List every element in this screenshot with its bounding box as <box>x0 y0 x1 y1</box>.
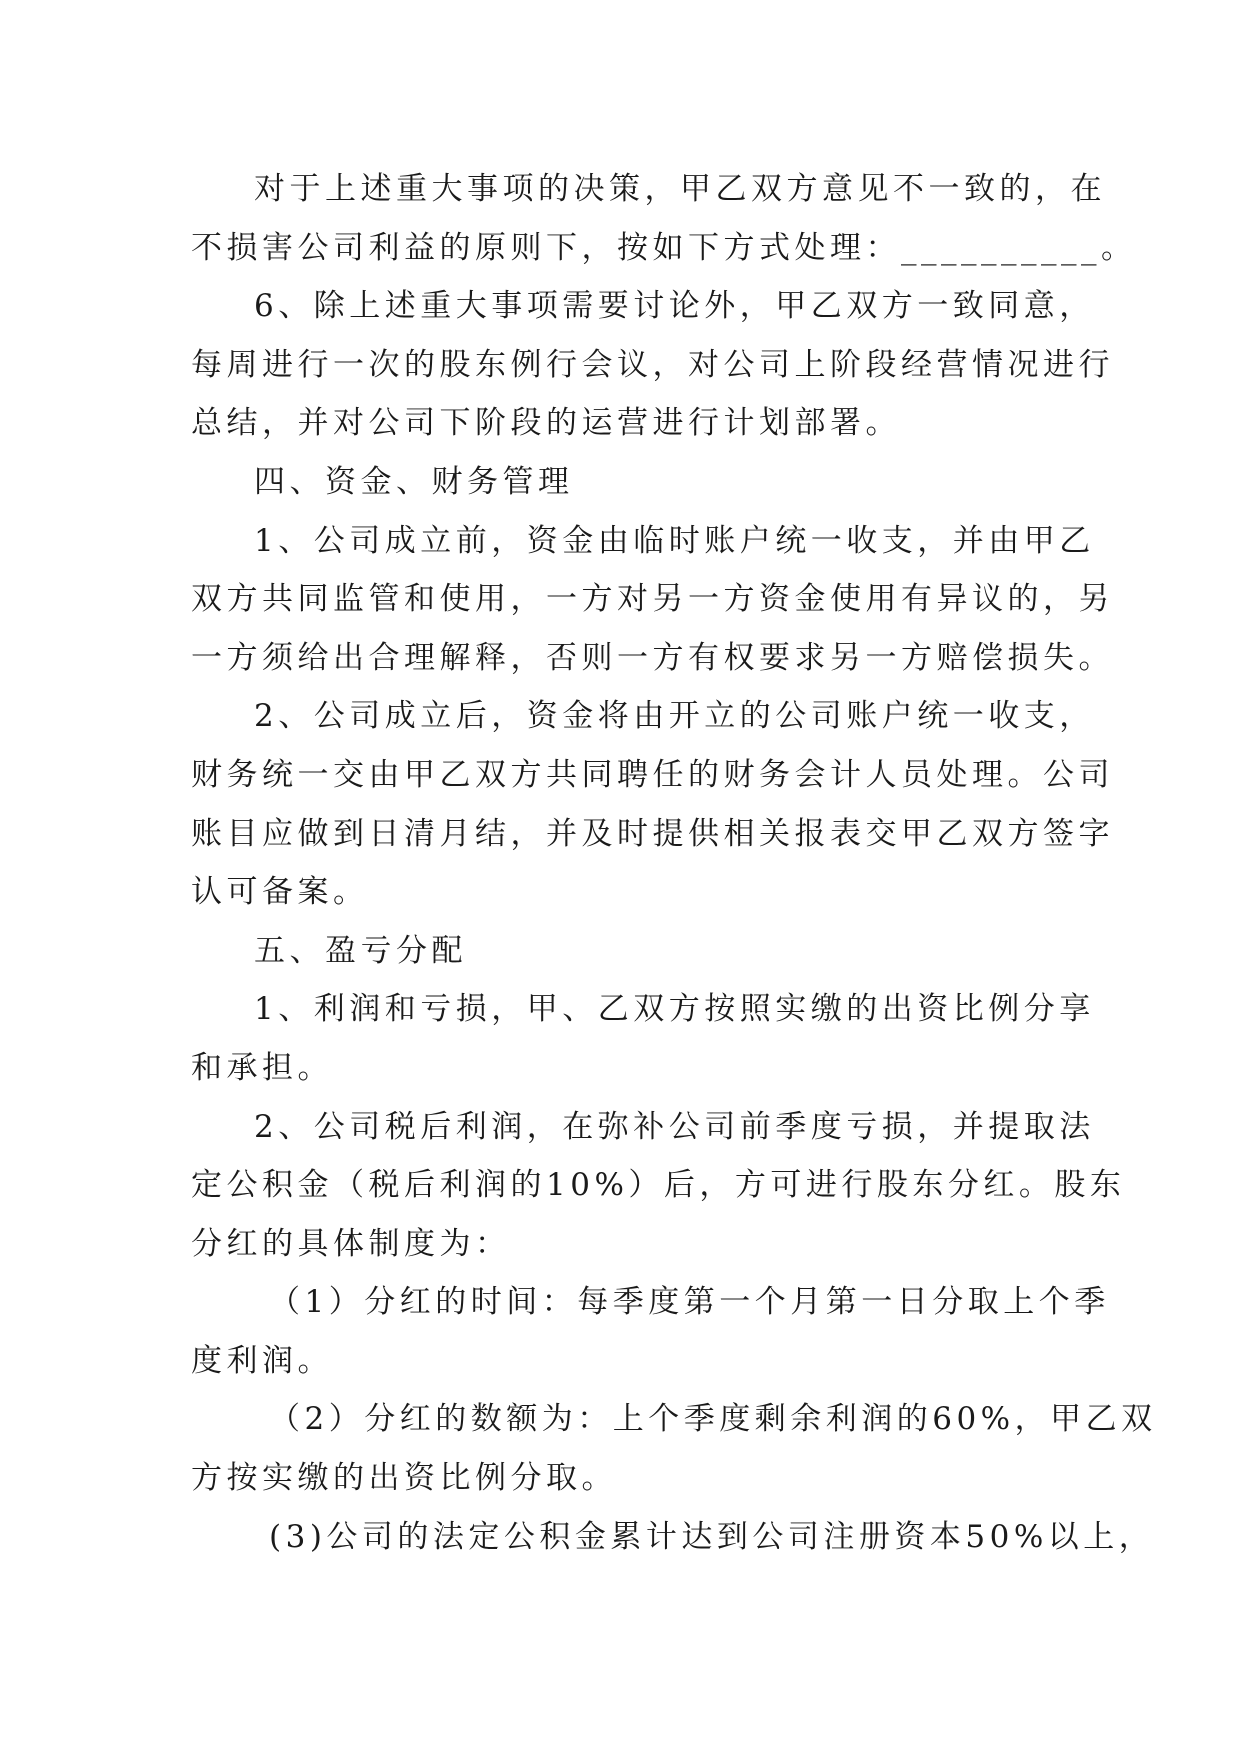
paragraph-line-13: 认可备案。 <box>191 874 369 911</box>
paragraph-line-9: 一方须给出合理解释，否则一方有权要求另一方赔偿损失。 <box>191 639 1114 676</box>
document-body <box>191 160 1157 1566</box>
paragraph-line-17: 2、公司税后利润，在弥补公司前季度亏损，并提取法 <box>254 1108 1095 1145</box>
paragraph-line-19: 分红的具体制度为： <box>191 1225 511 1262</box>
paragraph-line-15: 1、利润和亏损，甲、乙双方按照实缴的出资比例分享 <box>254 991 1095 1028</box>
paragraph-line-23: 方按实缴的出资比例分取。 <box>191 1460 617 1497</box>
paragraph-line-12: 账目应做到日清月结，并及时提供相关报表交甲乙双方签字 <box>191 815 1114 852</box>
paragraph-line-2: 不损害公司利益的原则下，按如下方式处理：__________。 <box>191 229 1137 266</box>
paragraph-line-21: 度利润。 <box>191 1342 333 1379</box>
paragraph-line-8: 双方共同监管和使用，一方对另一方资金使用有异议的，另 <box>191 581 1114 618</box>
paragraph-line-7: 1、公司成立前，资金由临时账户统一收支，并由甲乙 <box>254 522 1095 559</box>
paragraph-line-10: 2、公司成立后，资金将由开立的公司账户统一收支， <box>254 698 1095 735</box>
paragraph-line-18: 定公积金（税后利润的10%）后，方可进行股东分红。股东 <box>191 1167 1126 1204</box>
paragraph-line-4: 每周进行一次的股东例行会议，对公司上阶段经营情况进行 <box>191 346 1114 383</box>
paragraph-line-3: 6、除上述重大事项需要讨论外，甲乙双方一致同意， <box>254 288 1095 325</box>
paragraph-line-1: 对于上述重大事项的决策，甲乙双方意见不一致的，在 <box>254 171 1106 207</box>
section-heading-profit: 五、盈亏分配 <box>254 932 467 969</box>
paragraph-line-5: 总结，并对公司下阶段的运营进行计划部署。 <box>191 405 901 442</box>
paragraph-line-24: (3)公司的法定公积金累计达到公司注册资本50%以上， <box>269 1518 1155 1555</box>
paragraph-line-11: 财务统一交由甲乙双方共同聘任的财务会计人员处理。公司 <box>191 756 1114 793</box>
paragraph-line-20: （1）分红的时间：每季度第一个月第一日分取上个季 <box>269 1284 1110 1321</box>
section-heading-finance: 四、资金、财务管理 <box>254 463 574 500</box>
paragraph-line-22: （2）分红的数额为：上个季度剩余利润的60%，甲乙双 <box>269 1401 1157 1438</box>
paragraph-line-16: 和承担。 <box>191 1049 333 1086</box>
